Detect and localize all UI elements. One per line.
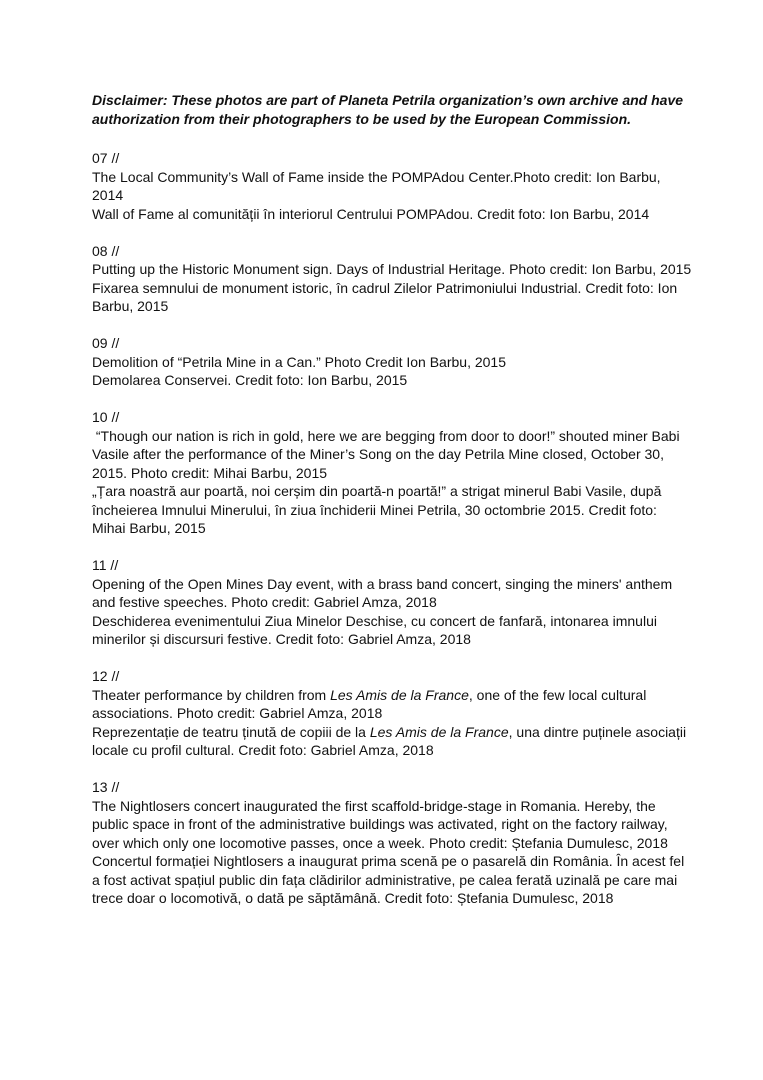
caption-number: 12 // [92, 668, 120, 684]
caption-number: 11 // [92, 557, 119, 573]
caption-romanian [92, 723, 692, 760]
caption-number: 10 // [92, 409, 120, 425]
caption-entry-13 [92, 778, 692, 908]
caption-number: 07 // [92, 150, 120, 166]
caption-english: “Though our nation is rich in gold, here we are begging from door to door!” shouted miner Babi Vasile after the performance of the Miner’s Song on the day Petrila Mine closed, October 30, 2015. Photo credit: Mihai Barbu, 2015 [92, 427, 684, 481]
caption-english: Demolition of “Petrila Mine in a Can.” Photo Credit Ion Barbu, 2015 [92, 353, 506, 370]
caption-entry-07 [92, 149, 692, 223]
caption-english: The Local Community’s Wall of Fame inside the POMPAdou Center.Photo credit: Ion Barbu, 2014 [92, 168, 661, 203]
caption-romanian: Deschiderea evenimentului Ziua Minelor Deschise, cu concert de fanfară, intonarea imnului minerilor și discursuri festive. Credit foto: Gabriel Amza, 2018 [92, 612, 657, 647]
caption-entry-11 [92, 556, 692, 649]
association-name: Les Amis de la France [369, 723, 509, 740]
caption-number: 13 // [92, 779, 120, 795]
caption-english: Opening of the Open Mines Day event, with a brass band concert, singing the miners' anthem and festive speeches. Photo credit: Gabriel Amza, 2018 [92, 575, 673, 610]
caption-entry-08 [92, 242, 692, 316]
caption-english [92, 686, 692, 723]
caption-number: 08 // [92, 242, 120, 259]
caption-text: Theater performance by children from [92, 686, 331, 703]
caption-entry-12 [92, 667, 692, 760]
caption-entry-09 [92, 334, 692, 390]
document-page [92, 91, 692, 926]
caption-text: , one of the few local cultural associations. Photo credit: Gabriel Amza, 2018 [92, 686, 647, 721]
caption-number: 09 // [92, 335, 120, 351]
caption-english: The Nightlosers concert inaugurated the first scaffold-bridge-stage in Romania. Hereby, the public space in front of the administrative buildings was activated, right on the factory railway, over which only one locomotive passes, once a week. Photo credit: Ștefania Dumulesc, 2018 [92, 797, 668, 851]
caption-romanian: Wall of Fame al comunității în interiorul Centrului POMPAdou. Credit foto: Ion Barbu, 2014 [92, 205, 650, 222]
association-name: Les Amis de la France [330, 686, 469, 703]
caption-english: Putting up the Historic Monument sign. Days of Industrial Heritage. Photo credit: Ion Barbu, 2015 [92, 261, 692, 277]
caption-text: , una dintre puținele asociații locale cu profil cultural. Credit foto: Gabriel Amza, 2018 [92, 723, 687, 758]
caption-romanian: Concertul formației Nightlosers a inaugurat prima scenă pe o pasarelă din România. În acest fel a fost activat spațiul public din fața clădirilor administrative, pe calea ferată uzinală pe care mai trece doar o locomotivă, o dată pe săptămână. Credit foto: Ștefania Dumulesc, 2018 [92, 853, 685, 906]
caption-entry-10 [92, 408, 692, 538]
caption-romanian: Demolarea Conservei. Credit foto: Ion Barbu, 2015 [92, 372, 408, 388]
caption-text: Reprezentație de teatru ținută de copiii de la [92, 723, 370, 740]
caption-romanian: Fixarea semnului de monument istoric, în cadrul Zilelor Patrimoniului Industrial. Credit foto: Ion Barbu, 2015 [92, 279, 678, 314]
disclaimer: Disclaimer: These photos are part of Planeta Petrila organization’s own archive and have authorization from their photographers to be used by the European Commission. [92, 92, 684, 127]
caption-romanian: „Țara noastră aur poartă, noi cerșim din poartă-n poartă!” a strigat minerul Babi Vasile, după încheierea Imnului Minerului, în ziua închiderii Minei Petrila, 30 octombrie 2015. Credit foto: Mihai Barbu, 2015 [92, 483, 662, 536]
